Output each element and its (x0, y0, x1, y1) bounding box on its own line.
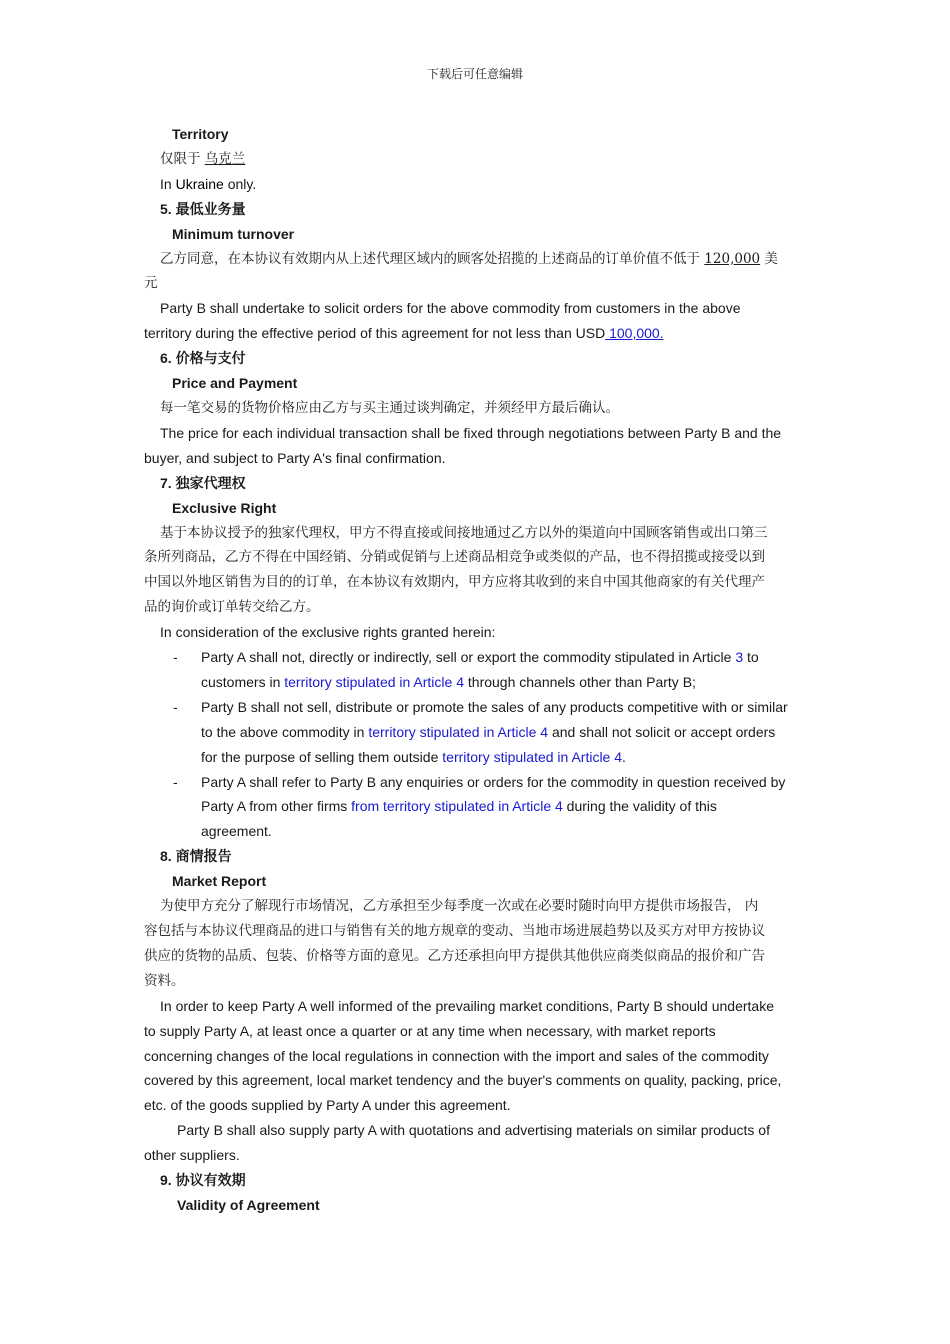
section-7-zh-line: 品的询价或订单转交给乙方。 (144, 599, 320, 616)
section-8-en-line: other suppliers. (144, 1147, 240, 1164)
section-8-zh-line: 容包括与本协议代理商品的进口与销售有关的地方规章的变动、当地市场进展趋势以及买方对甲方按协议 (144, 923, 765, 939)
turnover-amount-zh: 120,000 (704, 250, 761, 267)
section-8-en-line: In order to keep Party A well informed of the prevailing market conditions, Party B should undertake (160, 997, 774, 1014)
list-item: - Party A shall not, directly or indirectly, sell or export the commodity stipulated in Article 3 to customers in territory stipulated in Article 4 through channels other than Party B; (144, 645, 812, 695)
section-5-zh-line: 乙方同意，在本协议有效期内从上述代理区域内的顾客处招揽的上述商品的订单价值不低于 120,000 美 (160, 250, 778, 267)
section-8-en-line: covered by this agreement, local market tendency and the buyer's comments on quality, packing, price, (144, 1072, 782, 1089)
list-item: - Party B shall not sell, distribute or promote the sales of any products competitive with or similar to the above commodity in territory stipulated in Article 4 and shall not solicit or accept orders for the purpose of selling them outside territory stipulated in Article 4. (144, 695, 812, 770)
section-9-heading-en: Validity of Agreement (177, 1196, 320, 1213)
section-6-en-line: buyer, and subject to Party A's final confirmation. (144, 449, 446, 466)
section-7-zh-line: 条所列商品，乙方不得在中国经销、分销或促销与上述商品相竞争或类似的产品，也不得招揽或接受以到 (144, 549, 765, 566)
list-item: - Party A shall refer to Party B any enquiries or orders for the commodity in question received by Party A from other firms from territory stipulated in Article 4 during the validity of this agreement. (144, 770, 812, 845)
section-6-zh-line: 每一笔交易的货物价格应由乙方与买主通过谈判确定，并须经甲方最后确认。 (160, 399, 619, 416)
section-7-zh-line: 基于本协议授予的独家代理权，甲方不得直接或间接地通过乙方以外的渠道向中国顾客销售或出口第三 (160, 524, 768, 541)
section-8-heading-en: Market Report (172, 873, 267, 890)
territory-place-zh: 乌克兰 (204, 150, 246, 167)
section-5-heading-en: Minimum turnover (172, 225, 295, 242)
territory-zh: 仅限于 乌克兰 (160, 150, 246, 167)
article-reference: territory stipulated in Article 4 (284, 673, 464, 690)
territory-heading: Territory (172, 126, 229, 142)
section-5-heading-zh: 5. 最低业务量 (160, 200, 246, 217)
article-reference: territory stipulated in Article 4 (442, 748, 623, 765)
list-dash: - (173, 698, 178, 715)
territory-en: In Ukraine only. (160, 175, 257, 192)
article-reference: territory stipulated in Article 4 (368, 723, 549, 740)
section-8-en-line: etc. of the goods supplied by Party A under this agreement. (144, 1097, 511, 1114)
section-7-heading-en: Exclusive Right (172, 499, 277, 516)
section-8-zh-line: 资料。 (144, 972, 185, 989)
section-8-zh-line: 供应的货物的品质、包装、价格等方面的意见。乙方还承担向甲方提供其他供应商类似商品的报价和广告 (144, 947, 765, 964)
section-7-zh-line: 中国以外地区销售为目的的订单，在本协议有效期内，甲方应将其收到的来自中国其他商家的有关代理产 (144, 574, 765, 591)
section-5-en-line: territory during the effective period of this agreement for not less than USD 100,000. (144, 325, 664, 342)
section-9-heading-zh: 9. 协议有效期 (160, 1172, 246, 1189)
section-8-en-line: Party B shall also supply party A with quotations and advertising materials on similar products of (177, 1122, 770, 1139)
section-8-en-line: concerning changes of the local regulations in connection with the import and sales of the commodity (144, 1047, 769, 1064)
turnover-amount-en: 100,000. (605, 325, 664, 342)
section-6-en-line: The price for each individual transaction shall be fixed through negotiations between Party B and the (160, 424, 782, 441)
article-reference: from territory stipulated in Article 4 (351, 798, 563, 815)
page-header: 下载后可任意编辑 (426, 67, 523, 81)
section-8-heading-zh: 8. 商情报告 (160, 848, 232, 865)
list-dash: - (173, 649, 178, 666)
section-8-zh-line: 为使甲方充分了解现行市场情况，乙方承担至少每季度一次或在必要时随时向甲方提供市场报告， 内 (160, 898, 759, 915)
section-5-en-line: Party B shall undertake to solicit orders for the above commodity from customers in the above (160, 300, 741, 317)
section-6-heading-en: Price and Payment (172, 375, 298, 392)
section-6-heading-zh: 6. 价格与支付 (160, 350, 246, 367)
section-8-en-line: to supply Party A, at least once a quarter or at any time when necessary, with market reports (144, 1022, 716, 1039)
section-7-heading-zh: 7. 独家代理权 (160, 474, 246, 491)
list-dash: - (173, 773, 178, 790)
section-5-zh-line: 元 (144, 275, 158, 292)
section-7-en-intro: In consideration of the exclusive rights granted herein: (160, 624, 496, 641)
document-body (144, 122, 812, 1218)
